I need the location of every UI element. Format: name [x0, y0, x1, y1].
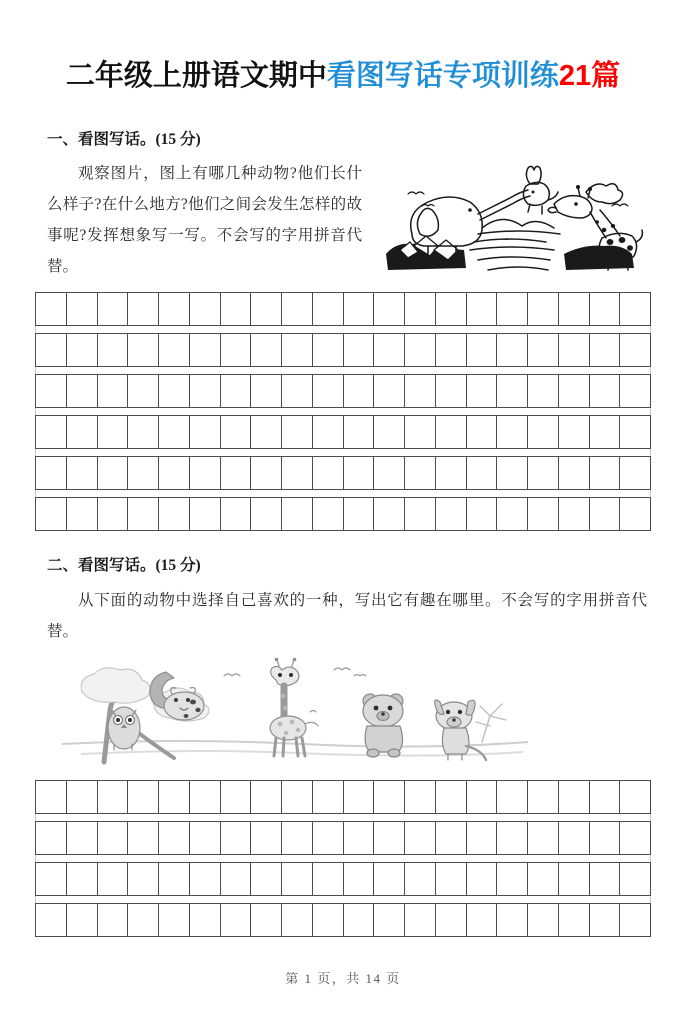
writing-grid-1[interactable]	[35, 292, 651, 531]
grid-cell[interactable]	[67, 822, 98, 854]
grid-cell[interactable]	[528, 457, 559, 489]
grid-cell[interactable]	[221, 822, 252, 854]
grid-cell[interactable]	[528, 822, 559, 854]
grid-cell[interactable]	[36, 781, 67, 813]
grid-cell[interactable]	[620, 457, 651, 489]
grid-cell[interactable]	[251, 457, 282, 489]
grid-cell[interactable]	[313, 822, 344, 854]
grid-cell[interactable]	[221, 781, 252, 813]
grid-cell[interactable]	[559, 416, 590, 448]
section-2-heading: 二、看图写话。(15 分)	[47, 557, 201, 574]
grid-cell[interactable]	[436, 457, 467, 489]
grid-cell[interactable]	[497, 822, 528, 854]
grid-cell[interactable]	[497, 375, 528, 407]
grid-cell[interactable]	[528, 293, 559, 325]
grid-cell[interactable]	[221, 863, 252, 895]
grid-cell[interactable]	[497, 781, 528, 813]
grid-cell[interactable]	[374, 781, 405, 813]
grid-cell[interactable]	[190, 334, 221, 366]
grid-row-gap	[35, 408, 651, 415]
grid-cell[interactable]	[436, 334, 467, 366]
grid-cell[interactable]	[282, 822, 313, 854]
grid-cell[interactable]	[405, 334, 436, 366]
grid-cell[interactable]	[467, 457, 498, 489]
grid-cell[interactable]	[98, 375, 129, 407]
grid-cell[interactable]	[36, 457, 67, 489]
grid-cell[interactable]	[620, 904, 651, 936]
grid-cell[interactable]	[36, 904, 67, 936]
grid-cell[interactable]	[344, 457, 375, 489]
grid-cell[interactable]	[559, 781, 590, 813]
section-1-heading: 一、看图写话。(15 分)	[47, 131, 201, 148]
grid-cell[interactable]	[251, 293, 282, 325]
grid-row[interactable]	[35, 292, 651, 326]
grid-cell[interactable]	[221, 375, 252, 407]
grid-cell[interactable]	[436, 375, 467, 407]
grid-cell[interactable]	[221, 904, 252, 936]
page-title	[0, 57, 686, 95]
grid-cell[interactable]	[559, 375, 590, 407]
grid-cell[interactable]	[36, 498, 67, 530]
grid-row[interactable]	[35, 497, 651, 531]
grid-cell[interactable]	[344, 822, 375, 854]
grid-cell[interactable]	[559, 457, 590, 489]
grid-cell[interactable]	[405, 863, 436, 895]
grid-cell[interactable]	[190, 293, 221, 325]
grid-cell[interactable]	[98, 822, 129, 854]
grid-cell[interactable]	[313, 781, 344, 813]
grid-cell[interactable]	[559, 293, 590, 325]
grid-cell[interactable]	[67, 416, 98, 448]
writing-grid-2[interactable]	[35, 780, 651, 937]
grid-cell[interactable]	[67, 293, 98, 325]
grid-cell[interactable]	[497, 863, 528, 895]
grid-cell[interactable]	[36, 334, 67, 366]
grid-cell[interactable]	[436, 822, 467, 854]
grid-cell[interactable]	[159, 293, 190, 325]
illustration-elephant-giraffe-rabbit	[378, 150, 646, 278]
page-title-blue-part: 看图写话专项训练	[326, 60, 559, 92]
grid-cell[interactable]	[36, 293, 67, 325]
grid-cell[interactable]	[467, 822, 498, 854]
grid-cell[interactable]	[405, 781, 436, 813]
grid-cell[interactable]	[251, 375, 282, 407]
page-footer: 第 1 页，共 14 页	[285, 971, 401, 986]
grid-cell[interactable]	[251, 498, 282, 530]
grid-cell[interactable]	[497, 498, 528, 530]
grid-cell[interactable]	[98, 457, 129, 489]
grid-cell[interactable]	[344, 904, 375, 936]
grid-cell[interactable]	[128, 781, 159, 813]
grid-cell[interactable]	[374, 457, 405, 489]
grid-cell[interactable]	[620, 498, 651, 530]
grid-cell[interactable]	[467, 904, 498, 936]
grid-cell[interactable]	[405, 498, 436, 530]
grid-cell[interactable]	[221, 334, 252, 366]
grid-cell[interactable]	[67, 334, 98, 366]
grid-cell[interactable]	[67, 863, 98, 895]
grid-cell[interactable]	[98, 863, 129, 895]
grid-cell[interactable]	[590, 781, 621, 813]
grid-cell[interactable]	[251, 822, 282, 854]
grid-cell[interactable]	[467, 334, 498, 366]
grid-cell[interactable]	[590, 904, 621, 936]
grid-cell[interactable]	[497, 904, 528, 936]
grid-row-gap	[35, 490, 651, 497]
grid-cell[interactable]	[128, 457, 159, 489]
grid-cell[interactable]	[67, 457, 98, 489]
grid-cell[interactable]	[405, 375, 436, 407]
grid-cell[interactable]	[128, 498, 159, 530]
grid-cell[interactable]	[590, 416, 621, 448]
grid-cell[interactable]	[374, 293, 405, 325]
page-title-black-part: 二年级上册语文期中	[65, 60, 327, 92]
grid-cell[interactable]	[344, 334, 375, 366]
grid-cell[interactable]	[313, 457, 344, 489]
grid-cell[interactable]	[528, 781, 559, 813]
grid-cell[interactable]	[98, 781, 129, 813]
section-1-prompt: 观察图片，图上有哪几种动物?他们长什么样子?在什么地方?他们之间会发生怎样的故事呢?发挥想象写一写。不会写的字用拼音代替。	[47, 165, 362, 275]
grid-cell[interactable]	[620, 293, 651, 325]
grid-cell[interactable]	[374, 375, 405, 407]
grid-cell[interactable]	[559, 863, 590, 895]
grid-cell[interactable]	[190, 863, 221, 895]
grid-cell[interactable]	[497, 416, 528, 448]
grid-cell[interactable]	[467, 375, 498, 407]
grid-cell[interactable]	[467, 293, 498, 325]
grid-cell[interactable]	[251, 416, 282, 448]
grid-cell[interactable]	[590, 498, 621, 530]
grid-cell[interactable]	[374, 904, 405, 936]
grid-cell[interactable]	[159, 457, 190, 489]
grid-cell[interactable]	[251, 863, 282, 895]
grid-cell[interactable]	[190, 781, 221, 813]
grid-cell[interactable]	[436, 416, 467, 448]
grid-cell[interactable]	[128, 863, 159, 895]
grid-cell[interactable]	[559, 822, 590, 854]
grid-cell[interactable]	[528, 334, 559, 366]
grid-cell[interactable]	[98, 416, 129, 448]
grid-cell[interactable]	[405, 822, 436, 854]
grid-cell[interactable]	[467, 863, 498, 895]
grid-cell[interactable]	[36, 822, 67, 854]
grid-cell[interactable]	[36, 416, 67, 448]
grid-cell[interactable]	[98, 334, 129, 366]
grid-cell[interactable]	[190, 904, 221, 936]
grid-cell[interactable]	[528, 904, 559, 936]
grid-cell[interactable]	[590, 822, 621, 854]
grid-row-gap	[35, 449, 651, 456]
grid-row-gap	[35, 367, 651, 374]
grid-cell[interactable]	[251, 781, 282, 813]
grid-row[interactable]	[35, 903, 651, 937]
grid-cell[interactable]	[190, 416, 221, 448]
grid-cell[interactable]	[282, 904, 313, 936]
grid-cell[interactable]	[67, 498, 98, 530]
grid-cell[interactable]	[159, 375, 190, 407]
grid-cell[interactable]	[159, 781, 190, 813]
grid-cell[interactable]	[128, 822, 159, 854]
grid-row[interactable]	[35, 780, 651, 814]
grid-cell[interactable]	[436, 293, 467, 325]
grid-cell[interactable]	[313, 498, 344, 530]
grid-cell[interactable]	[36, 863, 67, 895]
grid-cell[interactable]	[282, 457, 313, 489]
grid-cell[interactable]	[405, 457, 436, 489]
grid-cell[interactable]	[374, 498, 405, 530]
grid-cell[interactable]	[221, 293, 252, 325]
grid-cell[interactable]	[620, 416, 651, 448]
grid-cell[interactable]	[313, 863, 344, 895]
grid-cell[interactable]	[620, 822, 651, 854]
grid-cell[interactable]	[374, 334, 405, 366]
grid-row[interactable]	[35, 415, 651, 449]
grid-cell[interactable]	[190, 457, 221, 489]
grid-cell[interactable]	[282, 781, 313, 813]
grid-cell[interactable]	[467, 416, 498, 448]
grid-cell[interactable]	[620, 781, 651, 813]
grid-cell[interactable]	[528, 375, 559, 407]
grid-cell[interactable]	[313, 375, 344, 407]
grid-cell[interactable]	[620, 334, 651, 366]
grid-cell[interactable]	[620, 375, 651, 407]
grid-cell[interactable]	[282, 375, 313, 407]
grid-cell[interactable]	[467, 781, 498, 813]
grid-cell[interactable]	[251, 904, 282, 936]
grid-row[interactable]	[35, 456, 651, 490]
grid-cell[interactable]	[590, 293, 621, 325]
grid-cell[interactable]	[190, 822, 221, 854]
grid-cell[interactable]	[344, 863, 375, 895]
grid-cell[interactable]	[282, 416, 313, 448]
grid-cell[interactable]	[590, 375, 621, 407]
grid-cell[interactable]	[497, 334, 528, 366]
grid-cell[interactable]	[528, 498, 559, 530]
page-title-red-part: 21篇	[558, 60, 621, 92]
grid-cell[interactable]	[251, 334, 282, 366]
grid-cell[interactable]	[159, 334, 190, 366]
grid-cell[interactable]	[497, 457, 528, 489]
grid-cell[interactable]	[559, 334, 590, 366]
grid-cell[interactable]	[128, 334, 159, 366]
grid-row[interactable]	[35, 862, 651, 896]
grid-row[interactable]	[35, 374, 651, 408]
illustration-owl-squirrel-giraffe-bear-dog	[62, 658, 528, 766]
grid-cell[interactable]	[36, 375, 67, 407]
grid-cell[interactable]	[282, 293, 313, 325]
grid-row[interactable]	[35, 333, 651, 367]
grid-cell[interactable]	[559, 498, 590, 530]
grid-cell[interactable]	[98, 904, 129, 936]
grid-cell[interactable]	[405, 416, 436, 448]
grid-cell[interactable]	[128, 293, 159, 325]
grid-cell[interactable]	[344, 293, 375, 325]
grid-cell[interactable]	[128, 416, 159, 448]
grid-cell[interactable]	[313, 334, 344, 366]
grid-cell[interactable]	[221, 457, 252, 489]
grid-cell[interactable]	[374, 822, 405, 854]
grid-cell[interactable]	[436, 781, 467, 813]
grid-cell[interactable]	[405, 293, 436, 325]
grid-cell[interactable]	[344, 416, 375, 448]
grid-cell[interactable]	[528, 416, 559, 448]
grid-cell[interactable]	[374, 416, 405, 448]
grid-cell[interactable]	[67, 375, 98, 407]
grid-cell[interactable]	[282, 498, 313, 530]
grid-row-gap	[35, 855, 651, 862]
grid-cell[interactable]	[190, 375, 221, 407]
grid-cell[interactable]	[159, 416, 190, 448]
grid-cell[interactable]	[67, 904, 98, 936]
grid-cell[interactable]	[67, 781, 98, 813]
grid-cell[interactable]	[128, 375, 159, 407]
grid-cell[interactable]	[313, 904, 344, 936]
grid-row-gap	[35, 896, 651, 903]
grid-row[interactable]	[35, 821, 651, 855]
grid-cell[interactable]	[313, 416, 344, 448]
grid-cell[interactable]	[528, 863, 559, 895]
grid-cell[interactable]	[282, 334, 313, 366]
grid-cell[interactable]	[405, 904, 436, 936]
grid-cell[interactable]	[436, 498, 467, 530]
grid-cell[interactable]	[221, 498, 252, 530]
section-2-prompt: 从下面的动物中选择自己喜欢的一种，写出它有趣在哪里。不会写的字用拼音代替。	[47, 592, 647, 640]
grid-cell[interactable]	[344, 375, 375, 407]
grid-cell[interactable]	[436, 863, 467, 895]
grid-cell[interactable]	[344, 781, 375, 813]
grid-cell[interactable]	[467, 498, 498, 530]
grid-cell[interactable]	[98, 498, 129, 530]
grid-cell[interactable]	[159, 498, 190, 530]
grid-cell[interactable]	[344, 498, 375, 530]
grid-cell[interactable]	[159, 863, 190, 895]
grid-cell[interactable]	[436, 904, 467, 936]
grid-cell[interactable]	[620, 863, 651, 895]
grid-cell[interactable]	[159, 822, 190, 854]
grid-cell[interactable]	[590, 334, 621, 366]
grid-cell[interactable]	[313, 293, 344, 325]
grid-cell[interactable]	[190, 498, 221, 530]
grid-cell[interactable]	[590, 863, 621, 895]
grid-cell[interactable]	[559, 904, 590, 936]
grid-cell[interactable]	[159, 904, 190, 936]
grid-cell[interactable]	[374, 863, 405, 895]
grid-cell[interactable]	[497, 293, 528, 325]
grid-cell[interactable]	[590, 457, 621, 489]
grid-cell[interactable]	[221, 416, 252, 448]
grid-row-gap	[35, 814, 651, 821]
grid-cell[interactable]	[98, 293, 129, 325]
grid-cell[interactable]	[128, 904, 159, 936]
grid-row-gap	[35, 326, 651, 333]
grid-cell[interactable]	[282, 863, 313, 895]
